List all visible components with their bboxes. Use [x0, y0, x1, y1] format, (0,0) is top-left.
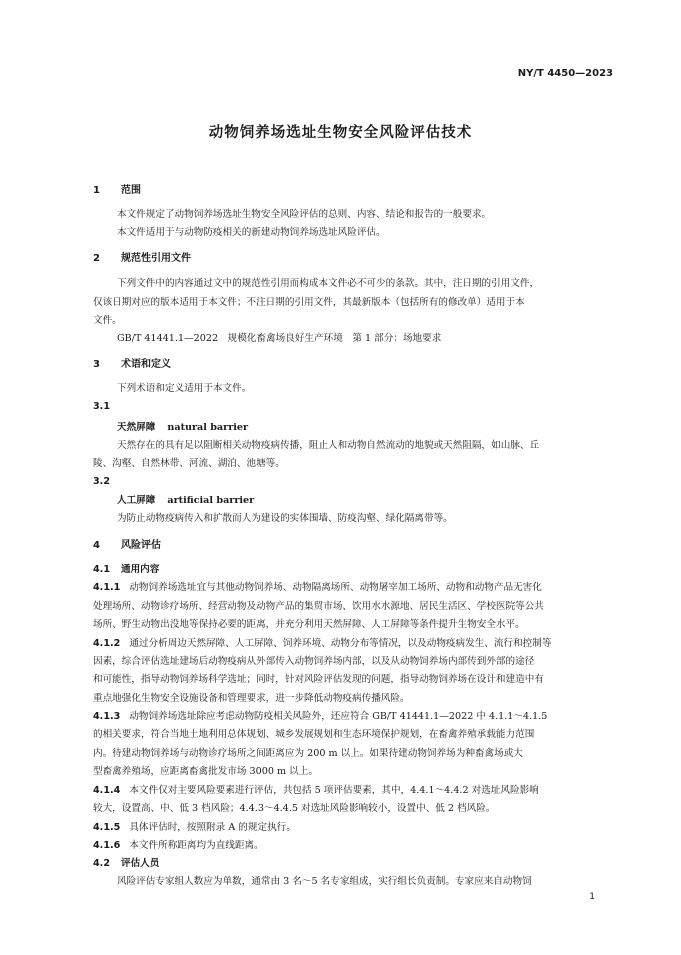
section-number: 1 — [93, 185, 100, 196]
paragraph: 本文件适用于与动物防疫相关的新建动物饲养场选址风险评估。 — [117, 227, 386, 238]
subsection-title: 通用内容 — [121, 564, 160, 575]
section-4-heading — [93, 536, 161, 551]
clause-text: 本文件所称距离均为直线距离。 — [129, 840, 264, 851]
clause-number: 4.1.4 — [93, 785, 121, 796]
clause-text: 具体评估时，按照附录 A 的规定执行。 — [129, 822, 296, 833]
clause-text: 动物饲养场选址宜与其他动物饲养场、动物隔离场所、动物屠宰加工场所、动物和动物产品无害化 — [129, 582, 542, 593]
section-number: 3 — [93, 359, 100, 370]
clause-text: 动物饲养场选址除应考虑动物防疫相关风险外，还应符合 GB/T 41441.1—2022 中 4.1.1～4.1.5 — [129, 711, 548, 722]
paragraph-line: 仅该日期对应的版本适用于本文件；不注日期的引用文件，其最新版本（包括所有的修改单）适用于本 — [93, 297, 525, 308]
clause-line: 因素，综合评估选址建场后动物疫病从外部传入动物饲养场内部，以及从动物饲养场内部传到外部的途径 — [93, 656, 535, 667]
page-title: 动物饲养场选址生物安全风险评估技术 — [208, 125, 473, 141]
clause-4-1-1 — [93, 579, 542, 593]
term-definition-line: 陵、沟壑、自然林带、河流、湖泊、池塘等。 — [93, 458, 285, 469]
clause-4-1-6 — [93, 837, 264, 851]
doc-number-header: NY/T 4450—2023 — [517, 68, 613, 79]
subsection-4-2-heading — [93, 855, 159, 869]
clause-line: 较大，设置高、中、低 3 档风险；4.4.3～4.4.5 对选址风险影响较小，设置中、低 2 档风险。 — [93, 803, 496, 814]
normative-reference: GB/T 41441.1—2022 规模化畜禽场良好生产环境 第 1 部分：场地要求 — [117, 333, 442, 344]
term-number: 3.2 — [93, 476, 110, 487]
clause-text: 本文件仅对主要风险要素进行评估，共包括 5 项评估要素，其中，4.4.1～4.4.2 对选址风险影响 — [129, 785, 539, 796]
term-chinese: 天然屏障 — [117, 422, 156, 433]
section-2-heading — [93, 249, 191, 264]
subsection-number: 4.1 — [93, 564, 110, 575]
subsection-4-1-heading — [93, 561, 159, 575]
paragraph-line: 文件。 — [93, 315, 122, 326]
clause-line: 处理场所、动物诊疗场所、经营动物及动物产品的集贸市场、饮用水水源地、居民生活区、学校医院等公共 — [93, 601, 544, 612]
clause-line: 重点地强化生物安全设施设备和管理要求，进一步降低动物疫病传播风险。 — [93, 693, 410, 704]
term-number: 3.1 — [93, 401, 110, 412]
clause-4-1-2 — [93, 635, 551, 649]
clause-line: 的相关要求，符合当地土地利用总体规划、城乡发展规划和生态环境保护规划，在畜禽养殖承载能力范围 — [93, 729, 535, 740]
term-heading — [117, 419, 248, 433]
section-3-heading — [93, 355, 171, 370]
clause-4-1-4 — [93, 782, 539, 796]
term-definition-line: 为防止动物疫病传入和扩散而人为建设的实体围墙、防疫沟壑、绿化隔离带等。 — [117, 513, 453, 524]
clause-number: 4.1.6 — [93, 840, 121, 851]
section-title: 规范性引用文件 — [121, 253, 191, 264]
paragraph: 下列术语和定义适用于本文件。 — [117, 383, 252, 394]
clause-number: 4.1.3 — [93, 711, 121, 722]
clause-number: 4.1.5 — [93, 822, 121, 833]
section-number: 2 — [93, 253, 100, 264]
term-definition-line: 天然存在的具有足以阻断相关动物疫病传播，阻止人和动物自然流动的地貌或天然阻隔，如山脉、丘 — [117, 440, 540, 451]
clause-line: 型畜禽养殖场，应距离畜禽批发市场 3000 m 以上。 — [93, 766, 318, 777]
clause-line: 场所、野生动物出没地等保持必要的距离，并充分利用天然屏障、人工屏障等条件提升生物安全水平。 — [93, 619, 525, 630]
section-title: 术语和定义 — [121, 359, 171, 370]
section-number: 4 — [93, 540, 100, 551]
term-english: artificial barrier — [167, 495, 255, 506]
term-heading — [117, 492, 254, 506]
paragraph-line: 下列文件中的内容通过文中的规范性引用而构成本文件必不可少的条款。其中，注日期的引用文件， — [117, 278, 540, 289]
clause-line: 和可能性，指导动物饲养场科学选址；同时，针对风险评估发现的问题，指导动物饲养场在设计和建造中有 — [93, 674, 544, 685]
clause-number: 4.1.2 — [93, 638, 121, 649]
paragraph: 风险评估专家组人数应为单数，通常由 3 名～5 名专家组成，实行组长负责制。专家应来自动物饲 — [117, 876, 532, 887]
clause-4-1-3 — [93, 708, 547, 722]
clause-text: 通过分析周边天然屏障、人工屏障、饲养环境、动物分布等情况，以及动物疫病发生、流行和控制等 — [129, 638, 552, 649]
page-number: 1 — [589, 892, 595, 902]
clause-4-1-5 — [93, 819, 296, 833]
section-title: 范围 — [121, 185, 141, 196]
term-chinese: 人工屏障 — [117, 495, 156, 506]
paragraph: 本文件规定了动物饲养场选址生物安全风险评估的总则、内容、结论和报告的一般要求。 — [117, 209, 492, 220]
clause-number: 4.1.1 — [93, 582, 121, 593]
term-english: natural barrier — [167, 422, 249, 433]
section-title: 风险评估 — [121, 540, 161, 551]
subsection-number: 4.2 — [93, 858, 110, 869]
subsection-title: 评估人员 — [121, 858, 160, 869]
section-1-heading — [93, 181, 141, 196]
clause-line: 内。待建动物饲养场与动物诊疗场所之间距离应为 200 m 以上。如果待建动物饲养场为种畜禽场或大 — [93, 748, 523, 759]
